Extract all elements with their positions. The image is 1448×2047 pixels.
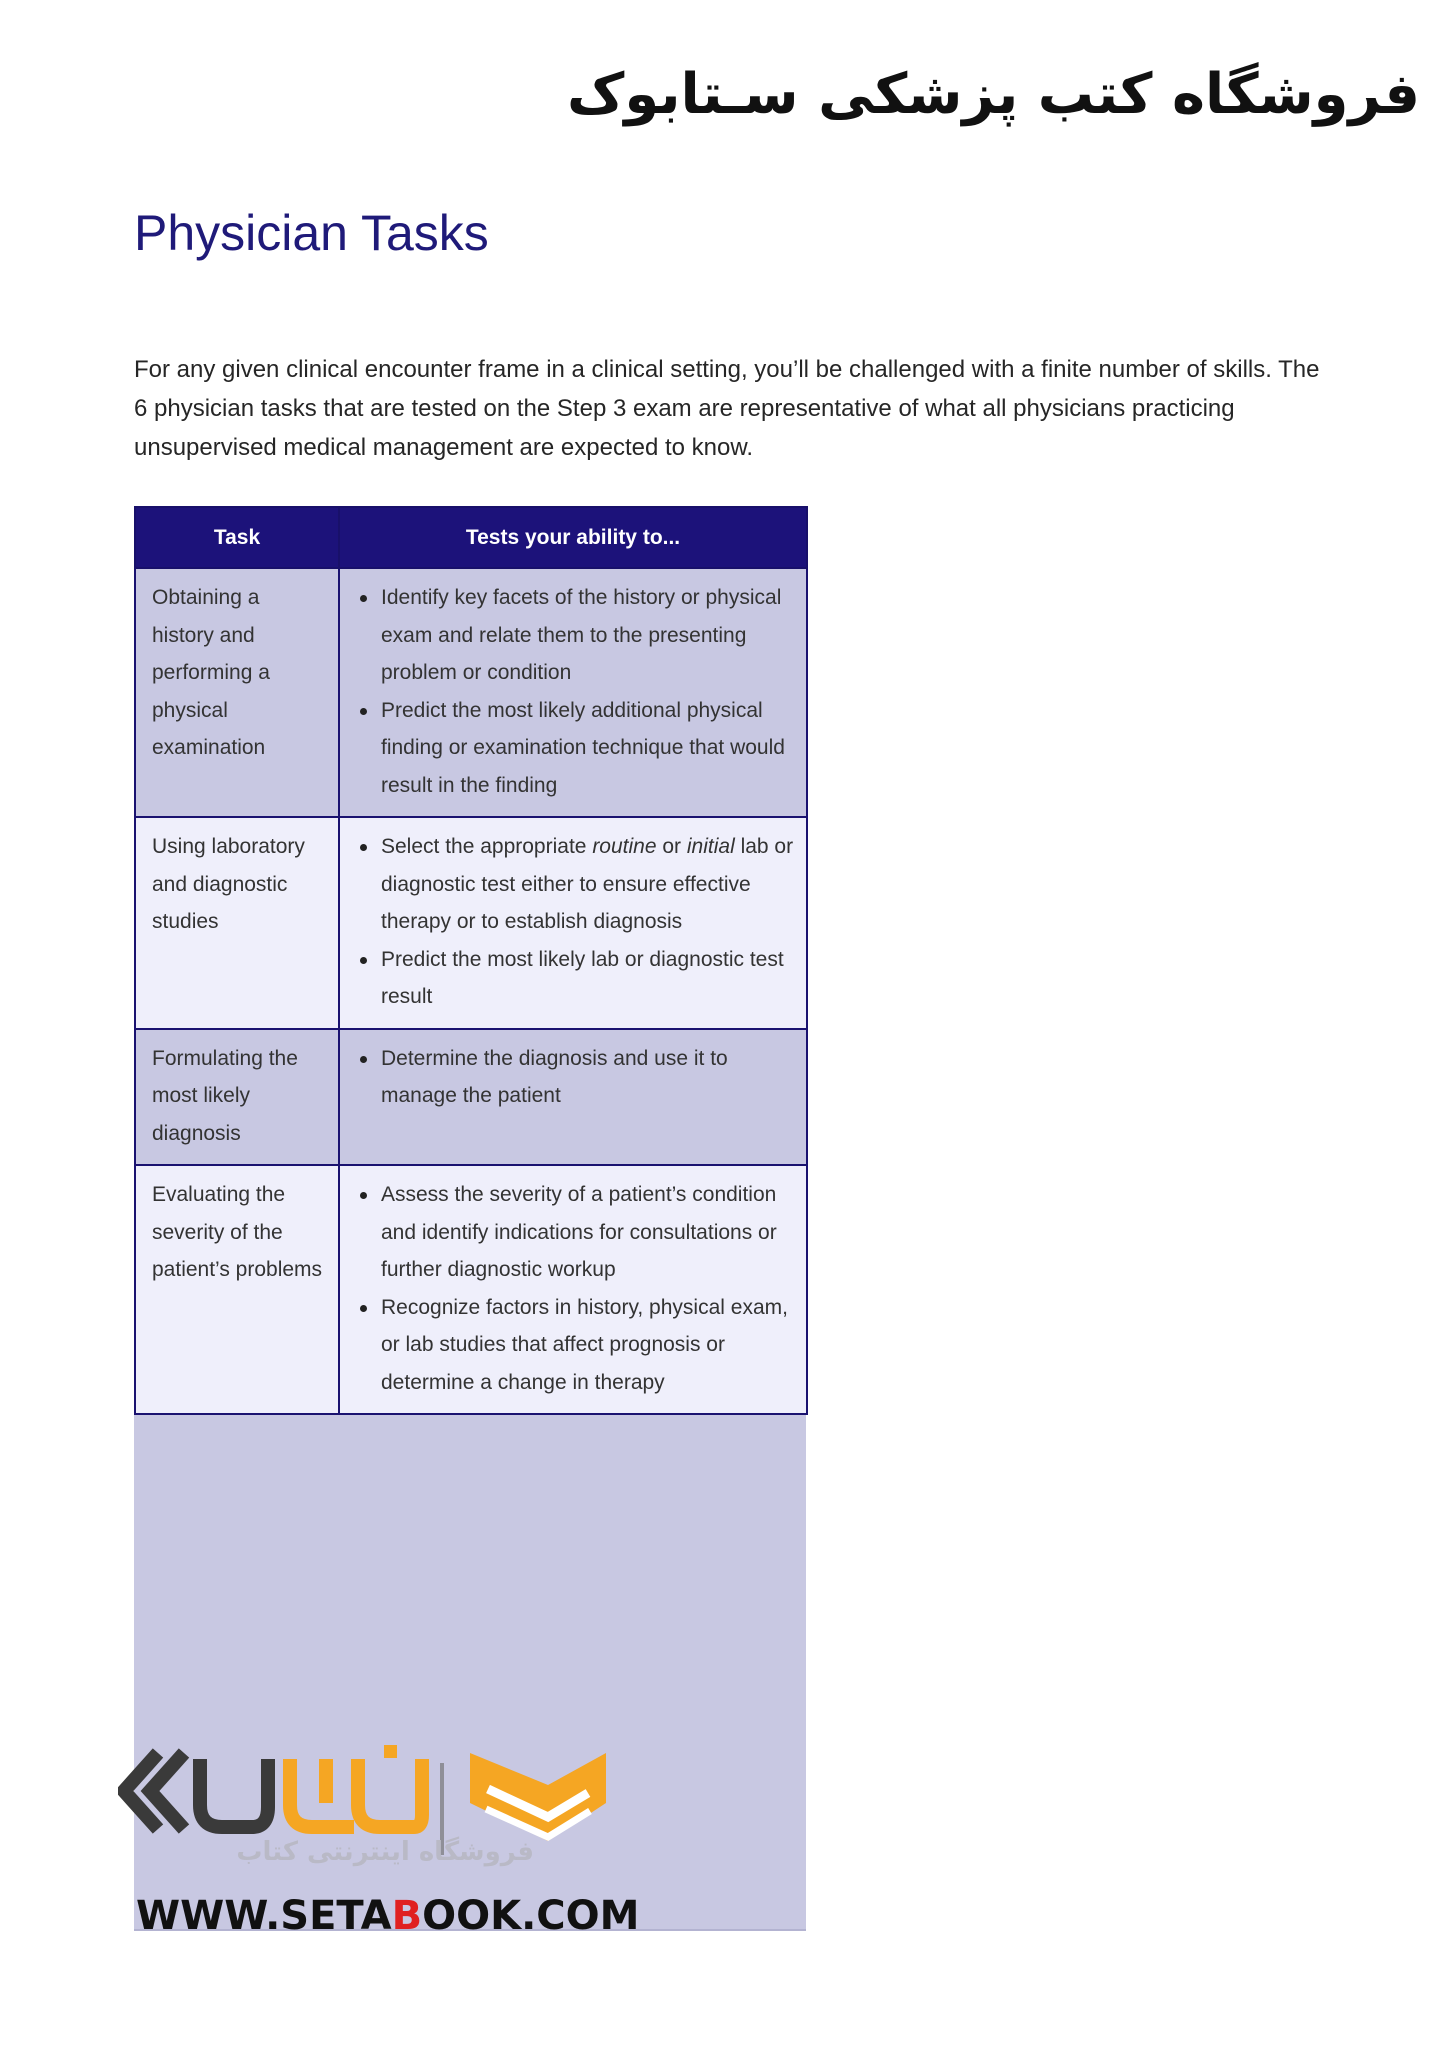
intro-paragraph: For any given clinical encounter frame in a clinical setting, you’ll be challenged with a finite number of skills. The 6 physician tasks that are tested on the Step 3 exam are representative of what all physicians practicing unsupervised medical management are expected to know. bbox=[134, 356, 1320, 461]
list-emphasis: routine bbox=[592, 835, 657, 858]
table-header-row bbox=[135, 507, 807, 568]
list-text: lab or diagnostic test either to ensure effective therapy or to establish diagnosis bbox=[381, 835, 794, 933]
abilities-cell bbox=[339, 568, 807, 817]
setabook-logo-icon bbox=[118, 1745, 618, 1895]
table-row bbox=[135, 817, 807, 1029]
list-item: Recognize factors in history, physical exam, or lab studies that affect prognosis or determine a change in therapy bbox=[381, 1289, 794, 1402]
list-item: Identify key facets of the history or physical exam and relate them to the presenting problem or condition bbox=[381, 579, 794, 692]
list-item: Assess the severity of a patient’s condition and identify indications for consultations or further diagnostic workup bbox=[381, 1176, 794, 1289]
list-item: Predict the most likely additional physical finding or examination technique that would result in the finding bbox=[381, 692, 794, 805]
store-banner: فروشگاه کتب پزشکی سـتابوک bbox=[567, 62, 1420, 127]
task-cell: Evaluating the severity of the patient’s problems bbox=[135, 1165, 339, 1414]
abilities-list bbox=[356, 1176, 794, 1401]
column-header-tests: Tests your ability to... bbox=[339, 507, 807, 568]
physician-tasks-table bbox=[134, 506, 808, 1415]
logo-url-part: OOK.COM bbox=[422, 1893, 640, 1939]
list-emphasis: initial bbox=[686, 835, 735, 858]
table-row bbox=[135, 568, 807, 817]
logo-url bbox=[136, 1893, 639, 1939]
table-row bbox=[135, 1029, 807, 1166]
list-item: Determine the diagnosis and use it to manage the patient bbox=[381, 1040, 794, 1115]
abilities-cell bbox=[339, 1029, 807, 1166]
task-cell: Obtaining a history and performing a physical examination bbox=[135, 568, 339, 817]
logo-url-part: WWW.SETA bbox=[136, 1893, 392, 1939]
setabook-watermark-logo bbox=[118, 1745, 640, 1939]
task-cell: Using laboratory and diagnostic studies bbox=[135, 817, 339, 1029]
abilities-cell bbox=[339, 1165, 807, 1414]
column-header-task: Task bbox=[135, 507, 339, 568]
abilities-list bbox=[356, 828, 794, 1016]
abilities-list bbox=[356, 1040, 794, 1115]
task-cell: Formulating the most likely diagnosis bbox=[135, 1029, 339, 1166]
physician-tasks-table-container bbox=[134, 506, 806, 1415]
table-row bbox=[135, 1165, 807, 1414]
list-text: or bbox=[656, 835, 687, 858]
list-item bbox=[381, 828, 794, 941]
list-item: Predict the most likely lab or diagnostic test result bbox=[381, 941, 794, 1016]
logo-subtitle: فروشگاه اینترنتی کتاب bbox=[236, 1837, 534, 1867]
page-title: Physician Tasks bbox=[134, 205, 489, 261]
abilities-cell bbox=[339, 817, 807, 1029]
logo-url-highlight: B bbox=[391, 1893, 423, 1939]
list-text: Select the appropriate bbox=[381, 835, 593, 858]
abilities-list bbox=[356, 579, 794, 804]
